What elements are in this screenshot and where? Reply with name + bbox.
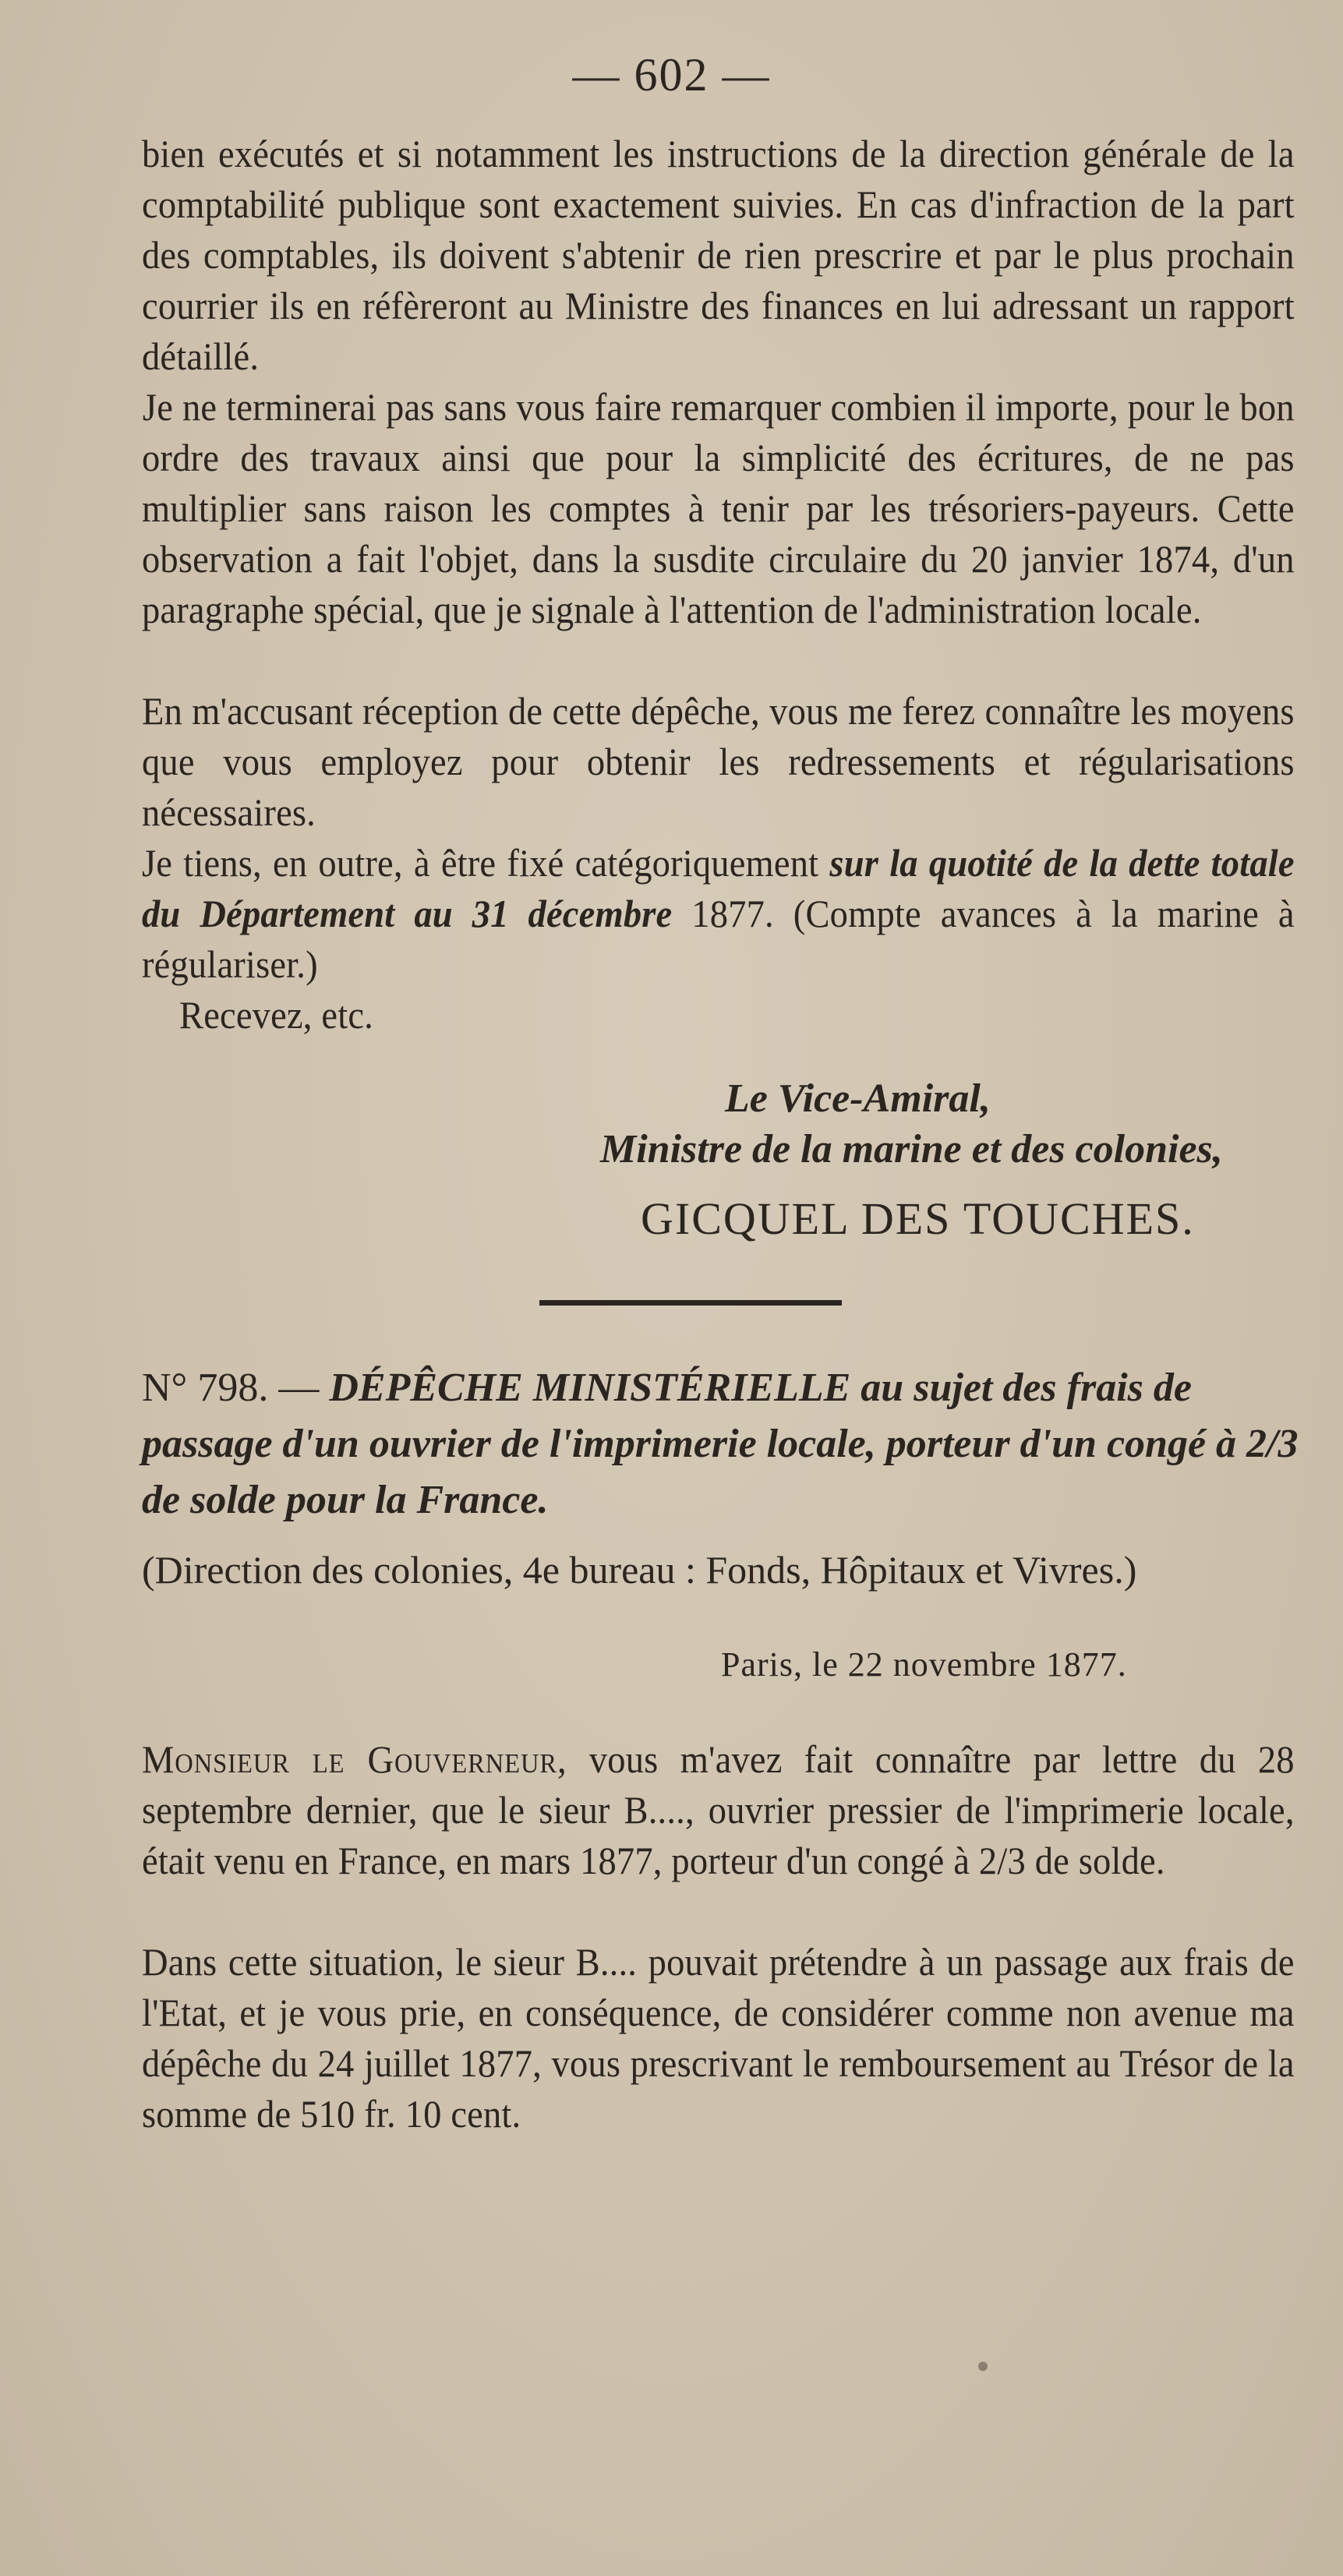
paragraph-6 bbox=[142, 1734, 1295, 1886]
paragraph-2-text: Je ne terminerai pas sans vous faire remarquer combien il importe, pour le bon ordre des travaux ainsi que pour la simplicité des écritures, de ne pas multiplier sans raison les comptes à tenir par les trésoriers-payeurs. Cette observation a fait l'objet, dans la susdite circulaire du 20 janvier 1874, d'un paragraphe spécial, que je signale à l'attention de l'administration locale. bbox=[142, 385, 1295, 631]
heading-number: N° 798. — bbox=[142, 1366, 330, 1410]
salutation: Monsieur le Gouverneur, bbox=[142, 1737, 567, 1781]
signature-title: Le Vice-Amiral, bbox=[725, 1076, 991, 1121]
paragraph-7: Dans cette situation, le sieur B.... pouvait prétendre à un passage aux frais de l'Etat, et je vous prie, en conséquence, de considérer comme non avenue ma dépêche du 24 juillet 1877, vous prescrivant le remboursement au Trésor de la somme de 510 fr. 10 cent. bbox=[142, 1940, 1295, 2136]
page-number: — 602 — bbox=[572, 49, 771, 101]
paragraph-3-text: En m'accusant réception de cette dépêche, vous me ferez connaître les moyens que vous employez pour obtenir les redressements et régularisations nécessaires. bbox=[142, 689, 1295, 834]
section-divider bbox=[539, 1300, 842, 1306]
direction-line: (Direction des colonies, 4e bureau : Fonds, Hôpitaux et Vivres.) bbox=[142, 1548, 1137, 1592]
paragraph-4-part-a: Je tiens, en outre, à être fixé catégoriquement bbox=[142, 841, 830, 885]
paragraph-5: Recevez, etc. bbox=[179, 993, 373, 1037]
paragraph-1: bien exécutés et si notamment les instructions de la direction générale de la comptabilité publique sont exactement suivies. En cas d'infraction de la part des comptables, ils doivent s'abtenir de rien prescrire et par le plus prochain courrier ils en réfèreront au Ministre des finances en lui adressant un rapport détaillé. bbox=[142, 132, 1295, 378]
paragraph-6-text: vous m'avez fait connaître par lettre du 28 septembre dernier, que le sieur B...., ouvrier pressier de l'imprimerie locale, était venu en France, en mars 1877, porteur d'un congé à 2/3 de solde. bbox=[142, 1737, 1295, 1882]
section-heading bbox=[142, 1360, 1311, 1528]
paragraph-2 bbox=[142, 382, 1295, 635]
paragraph-4-emphasis: sur la quotité de la dette totale du Département au 31 décembre bbox=[142, 841, 1295, 935]
paragraph-4-part-c: 1877. (Compte avances à la marine à régulariser.) bbox=[142, 892, 1295, 986]
signature-name: GICQUEL DES TOUCHES. bbox=[641, 1193, 1195, 1244]
heading-title: DÉPÊCHE MINISTÉRIELLE au sujet des frais de passage d'un ouvrier de l'imprimerie locale, porteur d'un congé à 2/3 de solde pour la France. bbox=[142, 1366, 1299, 1522]
paragraph-3 bbox=[142, 686, 1295, 838]
paper-speck bbox=[978, 2362, 988, 2371]
signature-office: Ministre de la marine et des colonies, bbox=[600, 1127, 1223, 1171]
paragraph-4 bbox=[142, 838, 1295, 990]
dateline: Paris, le 22 novembre 1877. bbox=[721, 1645, 1127, 1684]
